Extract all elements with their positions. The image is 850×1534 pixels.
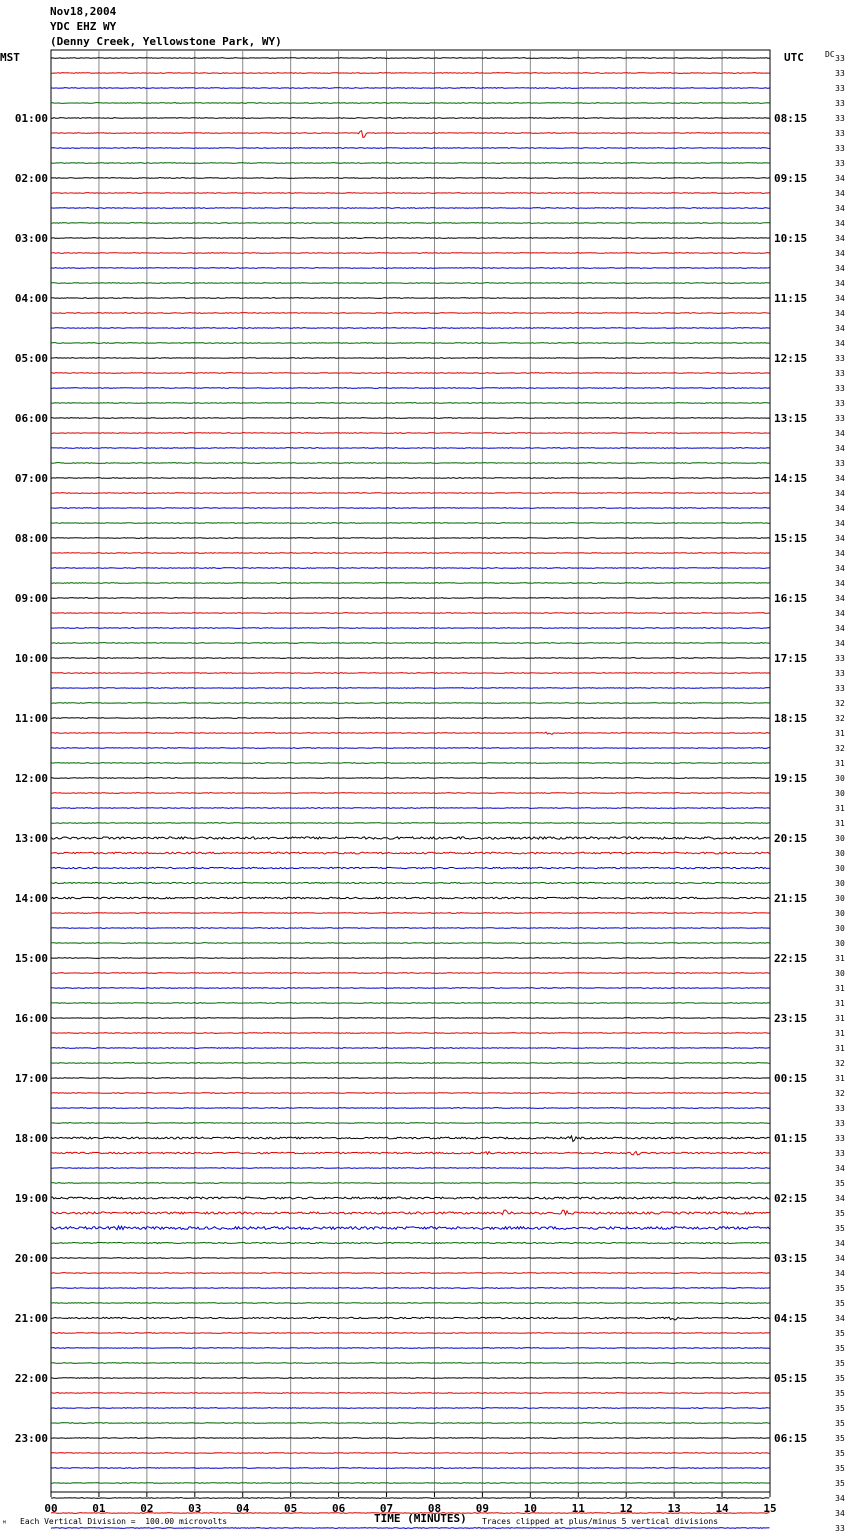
seismic-trace — [51, 837, 770, 839]
utc-hour-label: 01:15 — [774, 1132, 808, 1145]
vertical-division-note: Each Vertical Division = 100.00 microvolts — [20, 1517, 228, 1526]
seismic-trace — [51, 1003, 770, 1004]
utc-hour-label: 22:15 — [774, 952, 808, 965]
dc-value-label: 34 — [835, 1194, 845, 1203]
seismic-trace — [51, 343, 770, 344]
seismic-trace — [51, 1348, 770, 1349]
x-tick-label: 00 — [44, 1502, 58, 1515]
dc-value-label: 34 — [835, 1164, 845, 1173]
dc-value-label: 32 — [835, 1059, 845, 1068]
utc-hour-label: 06:15 — [774, 1432, 808, 1445]
dc-value-label: 34 — [835, 564, 845, 573]
seismic-trace — [51, 718, 770, 719]
dc-value-label: 34 — [835, 624, 845, 633]
mst-hour-label: 20:00 — [14, 1252, 48, 1265]
seismic-trace — [51, 867, 770, 868]
dc-value-label: 31 — [835, 954, 845, 963]
dc-value-label: 34 — [835, 489, 845, 498]
seismic-trace — [51, 1288, 770, 1289]
seismic-trace — [51, 1408, 770, 1409]
seismic-trace — [51, 1453, 770, 1454]
seismic-trace — [51, 1018, 770, 1019]
seismic-trace — [51, 673, 770, 674]
dc-value-label: 30 — [835, 909, 845, 918]
dc-value-label: 30 — [835, 879, 845, 888]
seismic-trace — [51, 988, 770, 989]
seismic-trace — [51, 131, 770, 138]
mst-hour-label: 15:00 — [14, 952, 48, 965]
dc-value-label: 34 — [835, 609, 845, 618]
dc-value-label: 34 — [835, 294, 845, 303]
seismic-trace — [51, 193, 770, 194]
x-tick-label: 05 — [284, 1502, 298, 1515]
seismic-trace — [51, 448, 770, 449]
x-axis-label: TIME (MINUTES) — [374, 1512, 467, 1525]
x-tick-label: 04 — [236, 1502, 250, 1515]
dc-value-label: 34 — [835, 309, 845, 318]
mst-hour-label: 01:00 — [14, 112, 48, 125]
dc-value-label: 34 — [835, 1269, 845, 1278]
dc-value-label: 35 — [835, 1344, 845, 1353]
utc-hour-label: 20:15 — [774, 832, 808, 845]
dc-value-label: 35 — [835, 1464, 845, 1473]
seismic-trace — [51, 223, 770, 224]
seismic-trace — [51, 1123, 770, 1124]
seismic-trace — [51, 88, 770, 89]
seismic-trace — [51, 1048, 770, 1049]
dc-value-label: 30 — [835, 864, 845, 873]
seismic-trace — [51, 1273, 770, 1274]
dc-value-label: 35 — [835, 1419, 845, 1428]
dc-value-label: 32 — [835, 744, 845, 753]
header-station: YDC EHZ WY — [50, 20, 117, 33]
seismic-trace — [51, 1317, 770, 1320]
seismic-trace — [51, 1303, 770, 1304]
dc-value-label: 31 — [835, 1029, 845, 1038]
seismic-trace — [51, 643, 770, 644]
mst-hour-label: 06:00 — [14, 412, 48, 425]
seismic-trace — [51, 913, 770, 914]
mst-hour-label: 05:00 — [14, 352, 48, 365]
dc-value-label: 35 — [835, 1404, 845, 1413]
x-tick-label: 08 — [427, 1502, 442, 1515]
dc-value-label: 35 — [835, 1374, 845, 1383]
dc-value-label: 34 — [835, 429, 845, 438]
seismic-trace — [51, 568, 770, 569]
seismic-trace — [51, 118, 770, 119]
x-tick-label: 01 — [92, 1502, 106, 1515]
dc-value-label: 35 — [835, 1449, 845, 1458]
dc-value-label: 35 — [835, 1329, 845, 1338]
x-tick-label: 07 — [379, 1502, 394, 1515]
dc-value-label: 35 — [835, 1284, 845, 1293]
seismic-trace — [51, 553, 770, 554]
seismic-trace — [51, 1078, 770, 1079]
utc-hour-label: 00:15 — [774, 1072, 808, 1085]
utc-hour-label: 19:15 — [774, 772, 808, 785]
dc-value-label: 35 — [835, 1224, 845, 1233]
seismic-trace — [51, 1483, 770, 1484]
dc-value-label: 35 — [835, 1359, 845, 1368]
seismic-trace — [51, 1136, 770, 1142]
seismic-trace — [51, 928, 770, 929]
x-tick-label: 15 — [763, 1502, 777, 1515]
x-tick-label: 06 — [331, 1502, 346, 1515]
mst-hour-label: 23:00 — [14, 1432, 48, 1445]
dc-value-label: 35 — [835, 1299, 845, 1308]
dc-value-label: 31 — [835, 819, 845, 828]
dc-value-label: 33 — [835, 144, 845, 153]
mst-hour-label: 12:00 — [14, 772, 48, 785]
seismic-trace — [51, 703, 770, 704]
utc-hour-label: 04:15 — [774, 1312, 808, 1325]
dc-value-label: 31 — [835, 1044, 845, 1053]
dc-value-label: 31 — [835, 1074, 845, 1083]
dc-value-label: 34 — [835, 504, 845, 513]
dc-value-label: 34 — [835, 534, 845, 543]
dc-value-label: 32 — [835, 1089, 845, 1098]
seismic-trace — [51, 148, 770, 149]
dc-value-label: 34 — [835, 549, 845, 558]
dc-value-label: 34 — [835, 1494, 845, 1503]
seismic-trace — [51, 958, 770, 959]
dc-value-label: 35 — [835, 1179, 845, 1188]
seismic-trace — [51, 373, 770, 374]
seismic-trace — [51, 463, 770, 464]
seismic-trace — [51, 1063, 770, 1064]
seismic-trace — [51, 882, 770, 883]
seismic-trace — [51, 1151, 770, 1155]
seismic-trace — [51, 852, 770, 854]
seismic-trace — [51, 103, 770, 104]
dc-value-label: 31 — [835, 729, 845, 738]
dc-value-label: 33 — [835, 1134, 845, 1143]
x-tick-label: 14 — [715, 1502, 729, 1515]
seismic-trace — [51, 163, 770, 164]
mst-hour-label: 11:00 — [14, 712, 48, 725]
dc-value-label: 30 — [835, 924, 845, 933]
dc-value-label: 33 — [835, 354, 845, 363]
seismic-trace — [51, 1033, 770, 1034]
dc-value-label: 33 — [835, 1119, 845, 1128]
seismic-trace — [51, 208, 770, 209]
dc-value-label: 34 — [835, 249, 845, 258]
dc-value-label: 34 — [835, 264, 845, 273]
seismic-trace — [51, 328, 770, 329]
seismic-trace — [51, 1108, 770, 1109]
utc-hour-label: 15:15 — [774, 532, 808, 545]
dc-value-label: 34 — [835, 639, 845, 648]
seismic-trace — [51, 613, 770, 614]
dc-value-label: 31 — [835, 984, 845, 993]
seismic-trace — [51, 583, 770, 584]
dc-value-label: 32 — [835, 714, 845, 723]
seismic-trace — [51, 358, 770, 359]
utc-hour-label: 21:15 — [774, 892, 808, 905]
seismic-trace — [51, 1197, 770, 1199]
dc-value-label: 33 — [835, 129, 845, 138]
seismic-trace — [51, 823, 770, 824]
dc-value-label: 33 — [835, 69, 845, 78]
dc-value-label: 33 — [835, 1104, 845, 1113]
dc-value-label: 33 — [835, 654, 845, 663]
seismic-trace — [51, 598, 770, 599]
dc-value-label: 33 — [835, 459, 845, 468]
mst-hour-label: 14:00 — [14, 892, 48, 905]
utc-hour-label: 14:15 — [774, 472, 808, 485]
seismic-trace — [51, 538, 770, 539]
dc-value-label: 30 — [835, 849, 845, 858]
seismic-trace — [51, 403, 770, 404]
dc-value-label: 30 — [835, 774, 845, 783]
dc-axis-label: DC — [825, 50, 835, 59]
dc-value-label: 33 — [835, 114, 845, 123]
seismic-trace — [51, 1393, 770, 1394]
dc-value-label: 34 — [835, 219, 845, 228]
x-tick-label: 13 — [667, 1502, 681, 1515]
seismic-trace — [51, 508, 770, 509]
seismic-trace — [51, 1242, 770, 1243]
mst-hour-label: 22:00 — [14, 1372, 48, 1385]
dc-value-label: 34 — [835, 1314, 845, 1323]
header-date: Nov18,2004 — [50, 5, 117, 18]
dc-value-label: 31 — [835, 999, 845, 1008]
seismic-trace — [51, 778, 770, 779]
seismic-trace — [51, 1333, 770, 1334]
seismic-trace — [51, 313, 770, 314]
mst-axis-label: MST — [0, 51, 20, 64]
seismic-trace — [51, 388, 770, 389]
seismic-trace — [51, 1438, 770, 1439]
seismic-trace — [51, 748, 770, 749]
seismic-trace — [51, 793, 770, 794]
dc-value-label: 34 — [835, 1254, 845, 1263]
seismic-trace — [51, 73, 770, 74]
dc-value-label: 34 — [835, 444, 845, 453]
dc-value-label: 31 — [835, 804, 845, 813]
dc-value-label: 30 — [835, 789, 845, 798]
header-location: (Denny Creek, Yellowstone Park, WY) — [50, 35, 282, 48]
dc-value-label: 34 — [835, 1509, 845, 1518]
x-tick-label: 10 — [523, 1502, 537, 1515]
plot-frame — [51, 50, 770, 1492]
mst-hour-label: 08:00 — [14, 532, 48, 545]
utc-hour-label: 02:15 — [774, 1192, 808, 1205]
mst-hour-label: 18:00 — [14, 1132, 48, 1145]
mst-hour-label: 16:00 — [14, 1012, 48, 1025]
mst-hour-label: 21:00 — [14, 1312, 48, 1325]
utc-hour-label: 05:15 — [774, 1372, 808, 1385]
utc-hour-label: 08:15 — [774, 112, 808, 125]
x-tick-label: 12 — [619, 1502, 633, 1515]
utc-hour-label: 13:15 — [774, 412, 808, 425]
dc-value-label: 35 — [835, 1479, 845, 1488]
seismic-trace — [51, 268, 770, 269]
dc-value-label: 34 — [835, 519, 845, 528]
dc-value-label: 32 — [835, 699, 845, 708]
seismic-trace — [51, 1093, 770, 1094]
seismic-trace — [51, 808, 770, 809]
seismic-trace — [51, 493, 770, 494]
seismic-trace — [51, 58, 770, 59]
seismic-trace — [51, 658, 770, 659]
seismic-trace — [51, 1498, 770, 1499]
utc-hour-label: 18:15 — [774, 712, 808, 725]
dc-value-label: 34 — [835, 189, 845, 198]
dc-value-label: 31 — [835, 1014, 845, 1023]
seismic-trace — [51, 1183, 770, 1184]
seismic-trace — [51, 433, 770, 434]
seismic-trace — [51, 253, 770, 254]
seismic-trace — [51, 523, 770, 524]
seismic-trace — [51, 283, 770, 284]
utc-hour-label: 17:15 — [774, 652, 808, 665]
utc-hour-label: 11:15 — [774, 292, 808, 305]
seismic-trace — [51, 943, 770, 944]
dc-value-label: 35 — [835, 1209, 845, 1218]
mst-hour-label: 07:00 — [14, 472, 48, 485]
seismic-trace — [51, 732, 770, 734]
dc-value-label: 33 — [835, 99, 845, 108]
seismic-trace — [51, 1226, 770, 1230]
dc-value-label: 34 — [835, 234, 845, 243]
seismic-trace — [51, 1423, 770, 1424]
x-tick-label: 02 — [140, 1502, 154, 1515]
seismic-trace — [51, 1258, 770, 1259]
mst-hour-label: 19:00 — [14, 1192, 48, 1205]
utc-hour-label: 12:15 — [774, 352, 808, 365]
dc-value-label: 31 — [835, 759, 845, 768]
dc-value-label: 30 — [835, 939, 845, 948]
utc-hour-label: 23:15 — [774, 1012, 808, 1025]
mst-hour-label: 10:00 — [14, 652, 48, 665]
seismic-trace — [51, 897, 770, 899]
dc-value-label: 33 — [835, 414, 845, 423]
mst-hour-label: 02:00 — [14, 172, 48, 185]
dc-value-label: 34 — [835, 474, 845, 483]
dc-value-label: 34 — [835, 174, 845, 183]
dc-value-label: 33 — [835, 399, 845, 408]
seismic-trace — [51, 1363, 770, 1364]
seismic-trace — [51, 478, 770, 479]
seismic-trace — [51, 1210, 770, 1215]
dc-value-label: 33 — [835, 369, 845, 378]
dc-value-label: 30 — [835, 894, 845, 903]
dc-value-label: 33 — [835, 54, 845, 63]
dc-value-label: 33 — [835, 1149, 845, 1158]
mst-hour-label: 13:00 — [14, 832, 48, 845]
x-tick-label: 09 — [475, 1502, 490, 1515]
dc-value-label: 34 — [835, 594, 845, 603]
dc-value-label: 35 — [835, 1434, 845, 1443]
dc-value-label: 34 — [835, 324, 845, 333]
x-tick-label: 11 — [571, 1502, 585, 1515]
dc-value-label: 35 — [835, 1389, 845, 1398]
corner-mark: ᴹ — [2, 1519, 7, 1528]
dc-value-label: 33 — [835, 159, 845, 168]
seismic-trace — [51, 178, 770, 179]
mst-hour-label: 04:00 — [14, 292, 48, 305]
dc-value-label: 34 — [835, 579, 845, 588]
seismic-trace — [51, 973, 770, 974]
seismic-trace — [51, 418, 770, 419]
dc-value-label: 34 — [835, 1239, 845, 1248]
mst-hour-label: 03:00 — [14, 232, 48, 245]
seismic-trace — [51, 1168, 770, 1169]
seismic-trace — [51, 1468, 770, 1469]
utc-hour-label: 09:15 — [774, 172, 808, 185]
dc-value-label: 34 — [835, 204, 845, 213]
mst-hour-label: 09:00 — [14, 592, 48, 605]
dc-value-label: 33 — [835, 384, 845, 393]
dc-value-label: 33 — [835, 1524, 845, 1533]
utc-axis-label: UTC — [784, 51, 804, 64]
clip-note: Traces clipped at plus/minus 5 vertical divisions — [482, 1517, 719, 1526]
seismic-trace — [51, 763, 770, 764]
utc-hour-label: 16:15 — [774, 592, 808, 605]
dc-value-label: 30 — [835, 969, 845, 978]
dc-value-label: 33 — [835, 84, 845, 93]
dc-value-label: 33 — [835, 669, 845, 678]
seismic-trace — [51, 1378, 770, 1379]
x-tick-label: 03 — [188, 1502, 202, 1515]
utc-hour-label: 10:15 — [774, 232, 808, 245]
dc-value-label: 34 — [835, 339, 845, 348]
utc-hour-label: 03:15 — [774, 1252, 808, 1265]
seismic-trace — [51, 628, 770, 629]
seismic-trace — [51, 238, 770, 239]
seismic-trace — [51, 688, 770, 689]
dc-value-label: 34 — [835, 279, 845, 288]
seismic-trace — [51, 298, 770, 299]
mst-hour-label: 17:00 — [14, 1072, 48, 1085]
dc-value-label: 33 — [835, 684, 845, 693]
dc-value-label: 30 — [835, 834, 845, 843]
